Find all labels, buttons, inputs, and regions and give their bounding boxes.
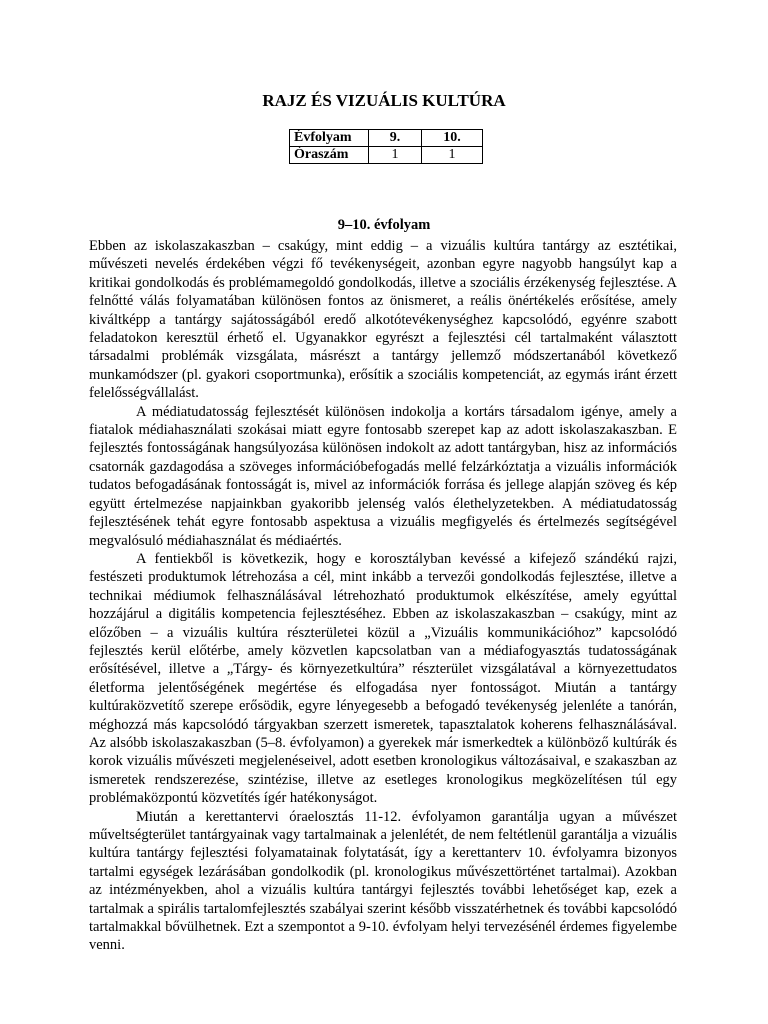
section-heading: 9–10. évfolyam	[337, 217, 431, 233]
table-cell: Óraszám	[290, 147, 369, 164]
table-cell: 9.	[369, 130, 422, 147]
paragraph: Ebben az iskolaszakaszban – csakúgy, mint eddig – a vizuális kultúra tantárgy az esztétikai, művészeti nevelés érdekében végzi fő tevékenységeit, azonban egyre nagyobb hangsúlyt kap a kritikai gondolkodás és problémamegoldó gondolkodás, illetve a szociális érzékenység fejlesztése. A felnőtté válás folyamatában különösen fontos az önismeret, a reális önértékelés erősítése, amely kiváltképp a tantárgy sajátosságából eredő alkotótevékenységhez kapcsolódó, egyénre szabott feladatokon keresztül érhető el. Ugyanakkor egyrészt a fejlesztési cél tartalmaként választott társadalmi problémák vizsgálata, másrészt a tantárgy jellemző módszertanából következő munkamódszer (pl. gyakori csoportmunka), erősítik a szociális kompetenciát, az egymás iránt érzett felelősségvállalást.	[89, 238, 677, 402]
table-cell: Évfolyam	[290, 130, 369, 147]
table-row	[290, 130, 483, 147]
document-title: RAJZ ÉS VIZUÁLIS KULTÚRA	[262, 91, 506, 110]
paragraph: Miután a kerettantervi óraelosztás 11-12. évfolyamon garantálja ugyan a művészet műveltségterület tantárgyainak vagy tartalmainak a jelenlétét, de nem feltétlenül garantálja a vizuális kultúra tantárgy fejlesztési folyamatainak folytatását, így a kerettanterv 10. évfolyamra bizonyos tartalmi egységek lezárásában gondolkodik (pl. kronologikus művészettörténet tartalmai). Azokban az intézményekben, ahol a vizuális kultúra tantárgyi fejlesztés további lehetőséget kap, ezek a tartalmak a spirális tartalomfejlesztés szabályai szerint később visszatérhetnek és további kapcsolódó tartalmakkal bővülhetnek. Ezt a szempontot a 9-10. évfolyam helyi tervezésénél érdemes figyelembe venni.	[89, 808, 677, 954]
table-cell: 1	[369, 147, 422, 164]
table-cell: 10.	[422, 130, 483, 147]
body-text	[89, 237, 677, 955]
table-cell: 1	[422, 147, 483, 164]
paragraph: A fentiekből is következik, hogy e korosztályban kevéssé a kifejező szándékú rajzi, festészeti produktumok létrehozása a cél, mint inkább a tervezői gondolkodás fejlesztése, illetve a technikai médiumok felhasználásával létrehozható produktumok elkészítése, amely egyúttal hozzájárul a digitális kompetencia fejlesztéséhez. Ebben az iskolaszakaszban – csakúgy, mint az előzőben – a vizuális kultúra részterületei közül a „Vizuális kommunikációhoz” kapcsolódó fejlesztés kerül előtérbe, amely közvetlen kapcsolatban van a médiafogyasztás tudatosságának erősítésével, illetve a „Tárgy- és környezetkultúra” részterület vizsgálatával a környezettudatos életforma jelentőségének megértése és elfogadása nyer fontosságot. Miután a tantárgy kultúraközvetítő szerepe erősödik, egyre lényegesebb a befogadó tevékenység jelenléte a tanórán, méghozzá más kapcsolódó tárgyakban szerzett ismeretek, tapasztalatok koherens felhasználásával. Az alsóbb iskolaszakaszban (5–8. évfolyamon) a gyerekek már ismerkedtek a különböző kultúrák és korok vizuális művészeti megjelenéseivel, adott esetben kronologikus változásaival, e szakaszban az ismeretek rendszerezése, szintézise, illetve az esetleges kronologikus megközelítésen túl egy problémaközpontú közvetítés ígér hatékonyságot.	[89, 550, 677, 807]
table-row	[290, 147, 483, 164]
paragraph: A médiatudatosság fejlesztését különösen indokolja a kortárs társadalom igénye, amely a fiatalok médiahasználati szokásai miatt egyre fontosabb szerepet kap az adott iskolaszakaszban. E fejlesztés fontosságának hangsúlyozása különösen indokolt az adott tantárgyban, hisz az információs csatornák gazdagodása a szöveges információbefogadás mellé felzárkóztatja a vizuális információk tudatos befogadásának fontosságát is, mivel az információk forrása és jellege alapján szöveg és kép együtt értelmezése napjainkban gyakoribb jelenség valós élethelyzetekben. A médiatudatosság fejlesztésének tehát egyre fontosabb aspektusa a vizuális megfigyelés és értelmezés segítségével megvalósuló médiahasználat és médiaértés.	[89, 403, 677, 549]
hours-table	[289, 129, 483, 164]
